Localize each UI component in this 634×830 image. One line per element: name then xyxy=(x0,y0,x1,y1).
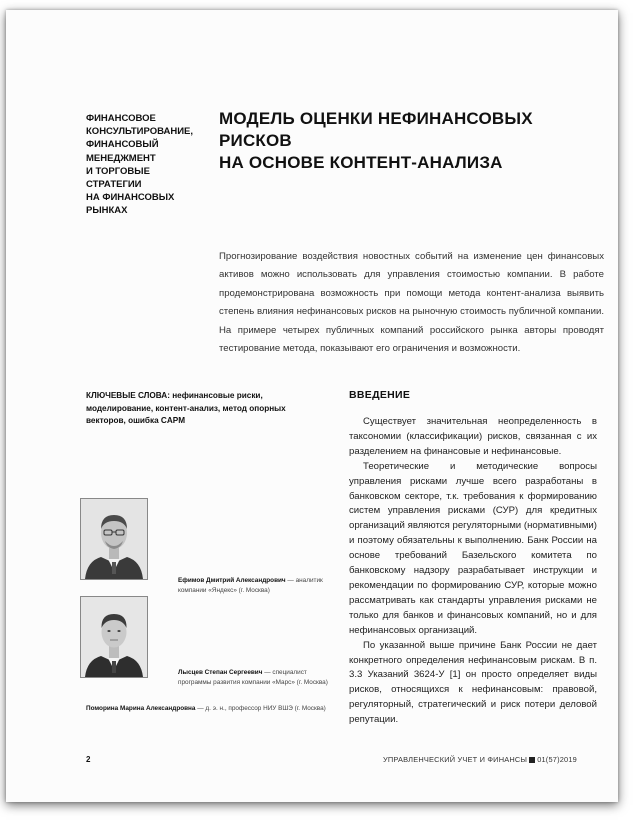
author-caption-1 xyxy=(178,576,338,596)
paragraph: Существует значительная неопределенность в таксономии (классификации) рисков, связанная с их разделением на финансовые и нефинансовые. xyxy=(349,416,597,457)
article-title: МОДЕЛЬ ОЦЕНКИ НЕФИНАНСОВЫХ РИСКОВ НА ОСНОВЕ КОНТЕНТ-АНАЛИЗА xyxy=(219,109,533,172)
abstract: Прогнозирование воздействия новостных событий на изменение цен финансовых активов можно использовать для управления стоимостью компании. В работе продемонстрирована возможность при помощи метода контент-анализа выявить степень влияния нефинансовых рисков на рыночную стоимость публичной компании. На примере четырех публичных компаний российского рынка авторы проводят тестирование метода, показывают его ограничения и возможности. xyxy=(219,251,604,355)
author-role: — специалист программы развития компании «Марс» (г. Москва) xyxy=(178,669,328,686)
document-page xyxy=(6,10,618,802)
author-name: Лысцев Степан Сергеевич xyxy=(178,669,263,676)
paragraph: По указанной выше причине Банк России не дает конкретного определения нефинансовым рискам. В п. 3.3 Указаний 3624-У [1] он просто определяет виды рисков, относящихся к нефинансовым: правовой, регуляторный, стратегический и риск потери деловой репутации. xyxy=(349,639,597,726)
journal-footer xyxy=(383,755,577,764)
author-photo-2 xyxy=(80,596,148,678)
journal-name: УПРАВЛЕНЧЕСКИЙ УЧЕТ И ФИНАНСЫ xyxy=(382,755,528,764)
section-heading: ВВЕДЕНИЕ xyxy=(349,389,411,401)
author-name: Поморина Марина Александровна xyxy=(86,705,196,712)
person-portrait-icon xyxy=(81,597,147,677)
body-text xyxy=(349,415,597,728)
journal-issue: 01(57)2019 xyxy=(537,755,577,764)
author-caption-2 xyxy=(178,668,338,688)
author-caption-3 xyxy=(86,704,366,714)
keywords: КЛЮЧЕВЫЕ СЛОВА: нефинансовые риски, моделирование, контент-анализ, метод опорных векторов, ошибка CAPM xyxy=(86,391,286,425)
section-label: ФИНАНСОВОЕ КОНСУЛЬТИРОВАНИЕ, ФИНАНСОВЫЙ МЕНЕДЖМЕНТ И ТОРГОВЫЕ СТРАТЕГИИ НА ФИНАНСОВЫХ РЫНКАХ xyxy=(86,113,194,217)
person-portrait-icon xyxy=(81,499,147,579)
author-photo-1 xyxy=(80,498,148,580)
paragraph: Теоретические и методические вопросы управления рисками лучше всего разработаны в банковском секторе, т.к. требования к формированию систем управления рисками (СУР) для кредитных организаций являются регуляторными (нормативными) и поэтому обязательны к выполнению. Банк России на основе требований Базельского комитета по банковскому надзору разрабатывает инструкции и рекомендации по формированию СУР, которые можно рассматривать как стандарты управления рисками не только для банков и финансовых компаний, но и для нефинансовых организаций. xyxy=(349,460,597,636)
author-name: Ефимов Дмитрий Александрович xyxy=(178,577,286,584)
page-number: 2 xyxy=(86,755,91,764)
author-role: — д. э. н., профессор НИУ ВШЭ (г. Москва) xyxy=(195,705,326,712)
author-role: — аналитик компании «Яндекс» (г. Москва) xyxy=(178,577,323,594)
square-separator-icon xyxy=(529,757,535,763)
